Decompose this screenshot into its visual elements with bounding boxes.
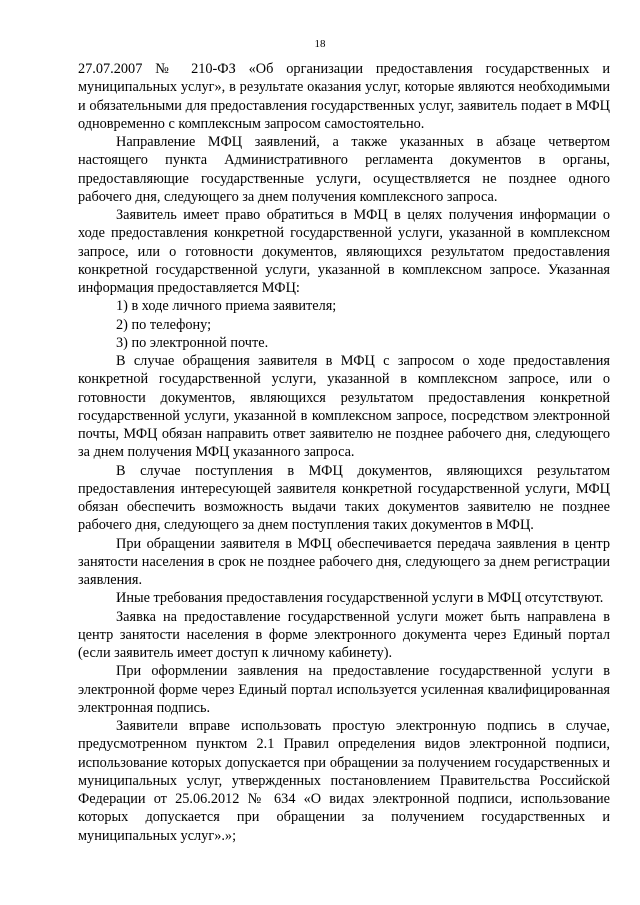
paragraph-applicant-right-info: Заявитель имеет право обратиться в МФЦ в целях получения информации о ходе предоставления конкретной государственной услуги, указанной в комплексном запросе, или о готовности документов, являющихся результатом предоставления конкретной государственной услуги, указанной в комплексном запросе. Указанная информация предоставляется МФЦ:: [78, 207, 610, 296]
paragraph-documents-issuance: В случае поступления в МФЦ документов, являющихся результатом предоставления интересующей заявителя конкретной государственной услуги, МФЦ обязан обеспечить возможность выдачи таких документов заявителю не позднее рабочего дня, следующего за днем поступления таких документов в МФЦ.: [78, 462, 610, 534]
paragraph-simple-signature: Заявители вправе использовать простую электронную подпись в случае, предусмотренном пунктом 2.1 Правил определения видов электронной подписи, использование которых допускается при обращении за получением государственных и муниципальных услуг, утвержденных постановлением Правительства Российской Федерации от 25.06.2012 № 634 «О видах электронной подписи, использование которых допускается при обращении за получением государственных и муниципальных услуг».»;: [78, 718, 610, 844]
list-item-personal-reception: 1) в ходе личного приема заявителя;: [116, 298, 337, 315]
list-item-email: 3) по электронной почте.: [116, 334, 269, 351]
paragraph-email-request-response: В случае обращения заявителя в МФЦ с запросом о ходе предоставления конкретной государственной услуги, указанной в комплексном запросе, или о готовности документов, являющихся результатом предоставления конкретной государственной услуги, указанной в комплексном запросе, посредством электронной почты, МФЦ обязан направить ответ заявителю не позднее рабочего дня, следующего за днем получения МФЦ указанного запроса.: [78, 353, 610, 461]
paragraph-law-reference-continuation: 27.07.2007 № 210-ФЗ «Об организации предоставления государственных и муниципальных услуг», в результате оказания услуг, которые являются необходимыми и обязательными для предоставления государственных услуг, заявитель подает в МФЦ одновременно с комплексным запросом самостоятельно.: [78, 61, 610, 132]
paragraph-application-transfer: При обращении заявителя в МФЦ обеспечивается передача заявления в центр занятости населения в срок не позднее рабочего дня, следующего за днем регистрации заявления.: [78, 535, 610, 588]
paragraph-mfc-forwarding: Направление МФЦ заявлений, а также указанных в абзаце четвертом настоящего пункта Административного регламента документов в органы, предоставляющие государственные услуги, осуществляется не позднее одного рабочего дня, следующего за днем получения комплексного запроса.: [78, 134, 610, 205]
page-number: 18: [314, 38, 326, 50]
list-item-phone: 2) по телефону;: [116, 316, 212, 333]
paragraph-electronic-application: Заявка на предоставление государственной услуги может быть направлена в центр занятости населения в форме электронного документа через Единый портал (если заявитель имеет доступ к личному кабинету).: [78, 608, 610, 661]
paragraph-qualified-signature: При оформлении заявления на предоставление государственной услуги в электронной форме через Единый портал используется усиленная квалифицированная электронная подпись.: [78, 663, 610, 716]
paragraph-other-requirements: Иные требования предоставления государственной услуги в МФЦ отсутствуют.: [116, 590, 604, 607]
document-body: [78, 60, 610, 845]
